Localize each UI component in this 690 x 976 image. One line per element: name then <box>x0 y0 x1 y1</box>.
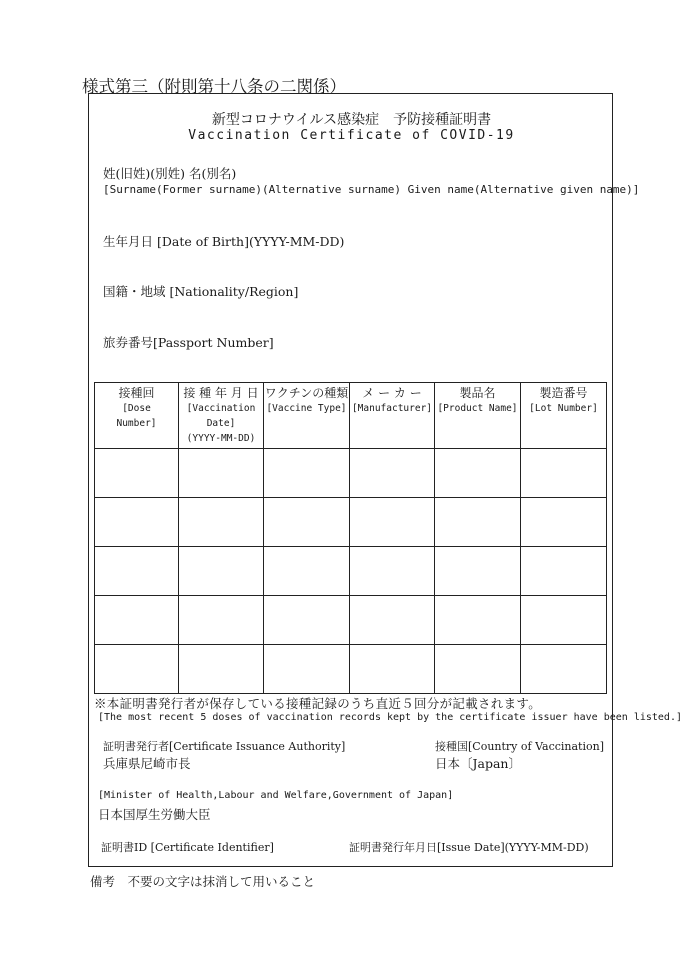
table-row <box>95 547 607 596</box>
table-cell <box>350 547 435 596</box>
table-cell <box>179 547 264 596</box>
issue-date-label: 証明書発行年月日[Issue Date](YYYY-MM-DD) <box>349 841 589 854</box>
title-en: Vaccination Certificate of COVID-19 <box>188 128 515 143</box>
name-label-jp: 姓(旧姓)(別姓) 名(別名) <box>103 166 237 181</box>
table-cell <box>350 498 435 547</box>
table-row <box>95 449 607 498</box>
table-cell <box>264 547 350 596</box>
table-cell <box>95 596 179 645</box>
table-cell <box>521 449 607 498</box>
table-cell <box>435 498 521 547</box>
table-row <box>95 596 607 645</box>
table-cell <box>264 449 350 498</box>
country-value: 日本〔Japan〕 <box>435 756 521 771</box>
header-vaccine-type: ワクチンの種類 [Vaccine Type] <box>264 383 350 449</box>
header-product-name: 製品名 [Product Name] <box>435 383 521 449</box>
table-cell <box>521 596 607 645</box>
table-cell <box>264 498 350 547</box>
header-dose-number: 接種回 [Dose Number] <box>95 383 179 449</box>
table-cell <box>179 596 264 645</box>
table-cell <box>95 645 179 694</box>
table-cell <box>350 596 435 645</box>
table-row <box>95 498 607 547</box>
header-lot-number: 製造番号 [Lot Number] <box>521 383 607 449</box>
table-row <box>95 645 607 694</box>
nationality-label: 国籍・地域 [Nationality/Region] <box>103 284 299 299</box>
table-cell <box>350 449 435 498</box>
table-cell <box>435 645 521 694</box>
header-manufacturer: メ ー カ ー [Manufacturer] <box>350 383 435 449</box>
note-en: [The most recent 5 doses of vaccination records kept by the certificate issuer have been listed.] <box>98 712 682 723</box>
header-vaccination-date: 接 種 年 月 日 [Vaccination Date] (YYYY-MM-DD) <box>179 383 264 449</box>
dose-table-header <box>95 383 607 449</box>
issuer-value: 兵庫県尼崎市長 <box>103 756 191 771</box>
issuer-label: 証明書発行者[Certificate Issuance Authority] <box>103 740 346 753</box>
minister-jp: 日本国厚生労働大臣 <box>98 807 211 822</box>
country-label: 接種国[Country of Vaccination] <box>435 740 604 753</box>
title-jp: 新型コロナウイルス感染症 予防接種証明書 <box>211 112 492 128</box>
table-cell <box>95 449 179 498</box>
table-cell <box>435 596 521 645</box>
remarks: 備考 不要の文字は抹消して用いること <box>90 874 316 889</box>
table-cell <box>435 449 521 498</box>
table-cell <box>179 498 264 547</box>
minister-en: [Minister of Health,Labour and Welfare,Government of Japan] <box>98 790 454 801</box>
name-label-en: [Surname(Former surname)(Alternative surname) Given name(Alternative given name)] <box>103 183 640 196</box>
table-cell <box>435 547 521 596</box>
passport-label: 旅券番号[Passport Number] <box>103 335 274 350</box>
table-cell <box>521 498 607 547</box>
certificate-frame <box>88 93 682 867</box>
dob-label: 生年月日 [Date of Birth](YYYY-MM-DD) <box>103 234 345 249</box>
table-cell <box>264 596 350 645</box>
table-cell <box>521 645 607 694</box>
note-jp: ※本証明書発行者が保存している接種記録のうち直近５回分が記載されます。 <box>94 696 542 711</box>
table-cell <box>521 547 607 596</box>
certificate-id-label: 証明書ID [Certificate Identifier] <box>101 841 274 854</box>
table-cell <box>350 645 435 694</box>
table-cell <box>179 645 264 694</box>
form-number-label: 様式第三（附則第十八条の二関係） <box>82 77 346 96</box>
dose-table <box>94 382 607 694</box>
table-cell <box>95 498 179 547</box>
table-cell <box>179 449 264 498</box>
table-cell <box>95 547 179 596</box>
table-cell <box>264 645 350 694</box>
